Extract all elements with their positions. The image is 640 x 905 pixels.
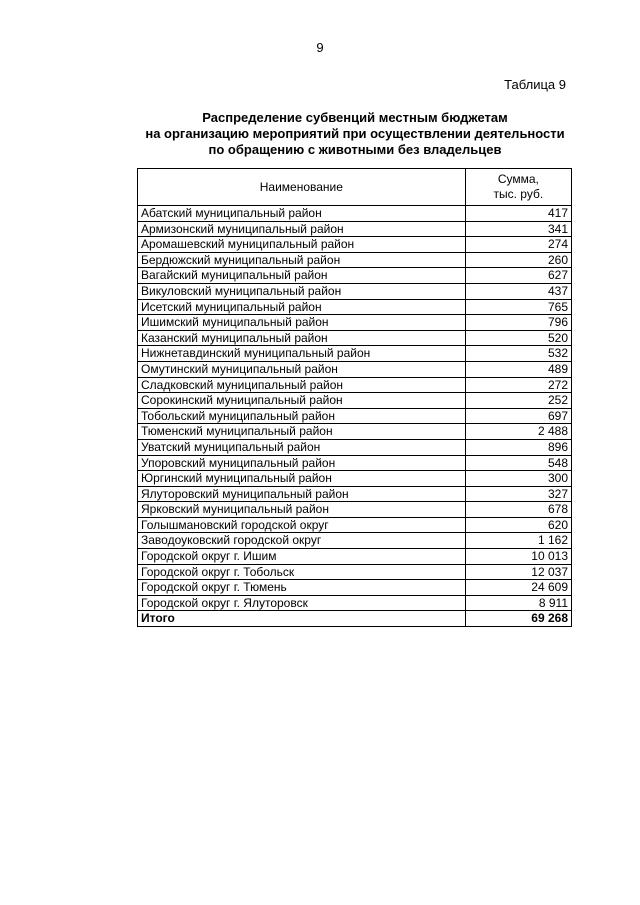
row-name: Викуловский муниципальный район bbox=[138, 283, 466, 299]
row-amount: 272 bbox=[465, 377, 571, 393]
row-amount: 697 bbox=[465, 408, 571, 424]
row-name: Сорокинский муниципальный район bbox=[138, 393, 466, 409]
row-name: Городской округ г. Ишим bbox=[138, 549, 466, 565]
row-amount: 10 013 bbox=[465, 549, 571, 565]
table-row bbox=[138, 268, 572, 284]
table-row bbox=[138, 424, 572, 440]
row-name: Юргинский муниципальный район bbox=[138, 471, 466, 487]
table-body bbox=[138, 206, 572, 627]
table-row bbox=[138, 455, 572, 471]
header-sum-line1: Сумма, bbox=[497, 172, 539, 186]
table-row bbox=[138, 315, 572, 331]
total-amount: 69 268 bbox=[465, 611, 571, 627]
row-amount: 300 bbox=[465, 471, 571, 487]
table-header-row bbox=[138, 169, 572, 206]
row-name: Ялуторовский муниципальный район bbox=[138, 486, 466, 502]
row-name: Казанский муниципальный район bbox=[138, 330, 466, 346]
table-row bbox=[138, 549, 572, 565]
table-row bbox=[138, 595, 572, 611]
row-amount: 627 bbox=[465, 268, 571, 284]
table-row bbox=[138, 580, 572, 596]
page-number: 9 bbox=[316, 40, 324, 55]
row-amount: 12 037 bbox=[465, 564, 571, 580]
row-amount: 8 911 bbox=[465, 595, 571, 611]
table-total-row bbox=[138, 611, 572, 627]
document-title bbox=[120, 110, 590, 158]
row-name: Исетский муниципальный район bbox=[138, 299, 466, 315]
row-amount: 417 bbox=[465, 206, 571, 222]
row-name: Тобольский муниципальный район bbox=[138, 408, 466, 424]
row-name: Омутинский муниципальный район bbox=[138, 361, 466, 377]
row-amount: 327 bbox=[465, 486, 571, 502]
row-name: Заводоуковский городской округ bbox=[138, 533, 466, 549]
row-name: Голышмановский городской округ bbox=[138, 517, 466, 533]
row-name: Вагайский муниципальный район bbox=[138, 268, 466, 284]
table-row bbox=[138, 346, 572, 362]
row-name: Ярковский муниципальный район bbox=[138, 502, 466, 518]
table-row bbox=[138, 252, 572, 268]
subvention-table bbox=[137, 168, 572, 627]
header-sum-line2: тыс. руб. bbox=[493, 187, 544, 201]
row-amount: 274 bbox=[465, 237, 571, 253]
row-amount: 796 bbox=[465, 315, 571, 331]
table-row bbox=[138, 471, 572, 487]
header-sum bbox=[465, 169, 571, 206]
row-name: Тюменский муниципальный район bbox=[138, 424, 466, 440]
table-row bbox=[138, 564, 572, 580]
row-name: Нижнетавдинский муниципальный район bbox=[138, 346, 466, 362]
row-amount: 532 bbox=[465, 346, 571, 362]
table-caption: Таблица 9 bbox=[504, 77, 566, 92]
table-row bbox=[138, 439, 572, 455]
table-row bbox=[138, 486, 572, 502]
row-name: Городской округ г. Ялуторовск bbox=[138, 595, 466, 611]
table-row bbox=[138, 206, 572, 222]
table-row bbox=[138, 517, 572, 533]
title-line: на организацию мероприятий при осуществлении деятельности bbox=[145, 126, 565, 141]
row-amount: 260 bbox=[465, 252, 571, 268]
table-row bbox=[138, 237, 572, 253]
row-name: Сладковский муниципальный район bbox=[138, 377, 466, 393]
table-row bbox=[138, 283, 572, 299]
table-row bbox=[138, 330, 572, 346]
table-row bbox=[138, 221, 572, 237]
total-label: Итого bbox=[138, 611, 466, 627]
header-name: Наименование bbox=[138, 169, 466, 206]
title-line: по обращению с животными без владельцев bbox=[208, 142, 502, 157]
table-row bbox=[138, 361, 572, 377]
row-name: Упоровский муниципальный район bbox=[138, 455, 466, 471]
table-row bbox=[138, 299, 572, 315]
row-name: Ишимский муниципальный район bbox=[138, 315, 466, 331]
table-row bbox=[138, 408, 572, 424]
table-row bbox=[138, 502, 572, 518]
row-amount: 252 bbox=[465, 393, 571, 409]
row-amount: 2 488 bbox=[465, 424, 571, 440]
row-amount: 765 bbox=[465, 299, 571, 315]
title-line: Распределение субвенций местным бюджетам bbox=[202, 110, 508, 125]
row-name: Городской округ г. Тюмень bbox=[138, 580, 466, 596]
row-amount: 489 bbox=[465, 361, 571, 377]
row-name: Уватский муниципальный район bbox=[138, 439, 466, 455]
row-amount: 24 609 bbox=[465, 580, 571, 596]
row-amount: 341 bbox=[465, 221, 571, 237]
row-amount: 620 bbox=[465, 517, 571, 533]
row-name: Абатский муниципальный район bbox=[138, 206, 466, 222]
row-amount: 678 bbox=[465, 502, 571, 518]
row-name: Городской округ г. Тобольск bbox=[138, 564, 466, 580]
row-amount: 437 bbox=[465, 283, 571, 299]
row-name: Бердюжский муниципальный район bbox=[138, 252, 466, 268]
row-amount: 896 bbox=[465, 439, 571, 455]
row-amount: 520 bbox=[465, 330, 571, 346]
table-row bbox=[138, 393, 572, 409]
row-amount: 1 162 bbox=[465, 533, 571, 549]
table-row bbox=[138, 377, 572, 393]
row-name: Армизонский муниципальный район bbox=[138, 221, 466, 237]
row-name: Аромашевский муниципальный район bbox=[138, 237, 466, 253]
table-row bbox=[138, 533, 572, 549]
row-amount: 548 bbox=[465, 455, 571, 471]
